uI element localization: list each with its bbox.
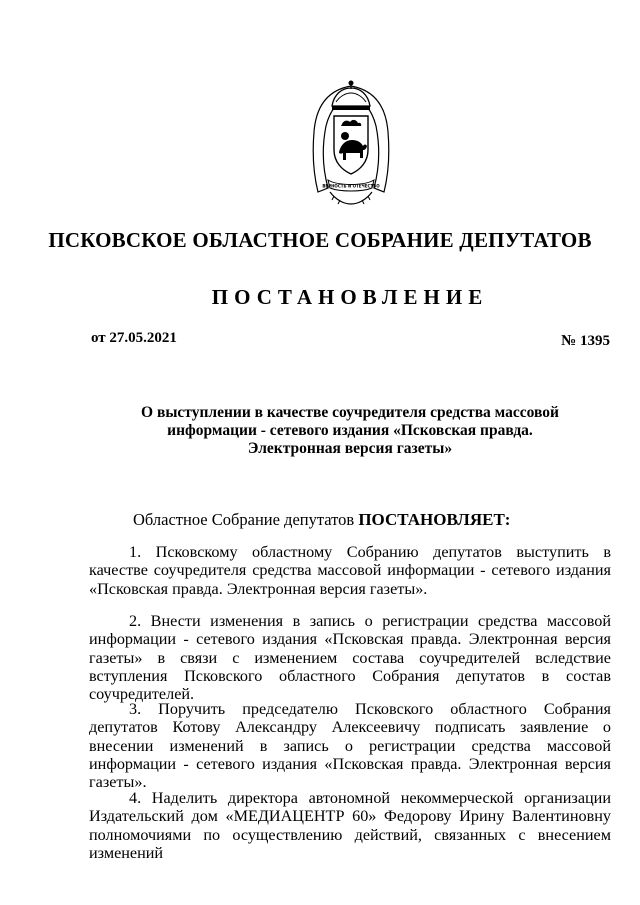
subject-line: Электронная версия газеты» xyxy=(247,440,453,457)
organization-title: ПСКОВСКОЕ ОБЛАСТНОЕ СОБРАНИЕ ДЕПУТАТОВ xyxy=(48,228,592,252)
paragraph-1: 1. Псковскому областному Собранию депутатов выступить в качестве соучредителя средства массовой информации - сетевого издания «Псковская правда. Электронная версия газеты». xyxy=(89,543,611,598)
coat-of-arms-icon xyxy=(308,76,394,210)
document-number: № 1395 xyxy=(561,333,610,349)
document-subject xyxy=(0,404,640,458)
preamble xyxy=(133,510,510,530)
subject-line: информации - сетевого издания «Псковская правда. xyxy=(167,422,533,439)
preamble-resolves: ПОСТАНОВЛЯЕТ: xyxy=(358,510,511,529)
document-type-heading: ПОСТАНОВЛЕНИЕ xyxy=(211,285,489,309)
document-date: от 27.05.2021 xyxy=(91,330,177,346)
paragraph-4: 4. Наделить директора автономной некоммерческой организации Издательский дом «МЕДИАЦЕНТР 60» Федорову Ирину Валентиновну полномочиями по осуществлению действий, связанных с внесением изменений xyxy=(89,789,611,862)
emblem-motto: ВЕРНОСТЬ И ОТЕЧЕСТВО xyxy=(322,183,380,189)
paragraph-3: 3. Поручить председателю Псковского областного Собрания депутатов Котову Александру Алексеевичу подписать заявление о внесении изменений в запись о регистрации средства массовой информации - сетевого издания «Псковская правда. Электронная версия газеты». xyxy=(89,700,611,792)
preamble-text: Областное Собрание депутатов xyxy=(133,510,359,529)
paragraph-2: 2. Внести изменения в запись о регистрации средства массовой информации - сетевого издания «Псковская правда. Электронная версия газеты» в связи с изменением состава соучредителей вследствие вступления Псковского областного Собрания депутатов в состав соучредителей. xyxy=(89,612,611,704)
subject-line: О выступлении в качестве соучредителя средства массовой xyxy=(141,404,559,421)
